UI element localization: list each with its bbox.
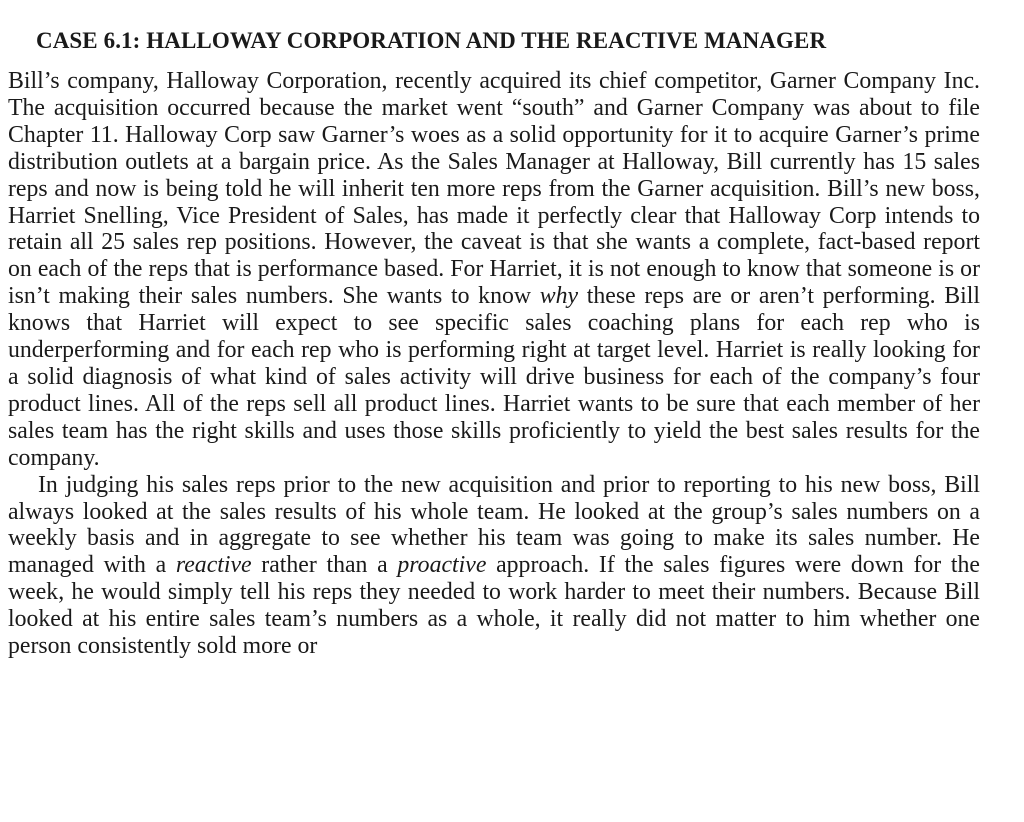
- paragraph-2-emphasis-proactive: proactive: [397, 552, 487, 579]
- case-title: CASE 6.1: HALLOWAY CORPORATION AND THE REACTIVE MANAGER: [36, 28, 827, 53]
- paragraph-2-part-5: approach. If the sales figures were down for the week, he would simply tell his reps they needed to work harder to meet their numbers. Because Bill looked at his entire sales team’s numbers as a whole, it really did not matter to him whether one person consistently sold more or: [8, 552, 980, 660]
- paragraph-1-part-3: these reps are or aren’t performing. Bill knows that Harriet will expect to see specific sales coaching plans for each rep who is underperforming and for each rep who is performing right at target level. Harriet is really looking for a solid diagnosis of what kind of sales activity will drive business for each of the company’s four product lines. All of the reps sell all product lines. Harriet wants to be sure that each member of her sales team has the right skills and uses those skills proficiently to yield the best sales results for the company.: [8, 283, 980, 471]
- paragraph-1-emphasis-why: why: [539, 283, 579, 310]
- paragraph-2-part-3: rather than a: [251, 552, 398, 579]
- case-body: [8, 68, 980, 660]
- paragraph-2: [8, 472, 980, 660]
- paragraph-1: [8, 68, 980, 472]
- paragraph-2-part-1: In judging his sales reps prior to the new acquisition and prior to reporting to his new boss, Bill always looked at the sales results of his whole team. He looked at the group’s sales numbers on a weekly basis and in aggregate to see whether his team was going to make its sales number. He managed with a: [8, 471, 980, 579]
- paragraph-1-part-1: Bill’s company, Halloway Corporation, recently acquired its chief competitor, Garner Company Inc. The acquisition occurred because the market went “south” and Garner Company was about to file Chapter 11. Halloway Corp saw Garner’s woes as a solid opportunity for it to acquire Garner’s prime distribution outlets at a bargain price. As the Sales Manager at Halloway, Bill currently has 15 sales reps and now is being told he will inherit ten more reps from the Garner acquisition. Bill’s new boss, Harriet Snelling, Vice President of Sales, has made it perfectly clear that Halloway Corp intends to retain all 25 sales rep positions. However, the caveat is that she wants a complete, fact-based report on each of the reps that is performance based. For Harriet, it is not enough to know that someone is or isn’t making their sales numbers. She wants to know: [8, 68, 980, 310]
- paragraph-2-emphasis-reactive: reactive: [175, 552, 252, 579]
